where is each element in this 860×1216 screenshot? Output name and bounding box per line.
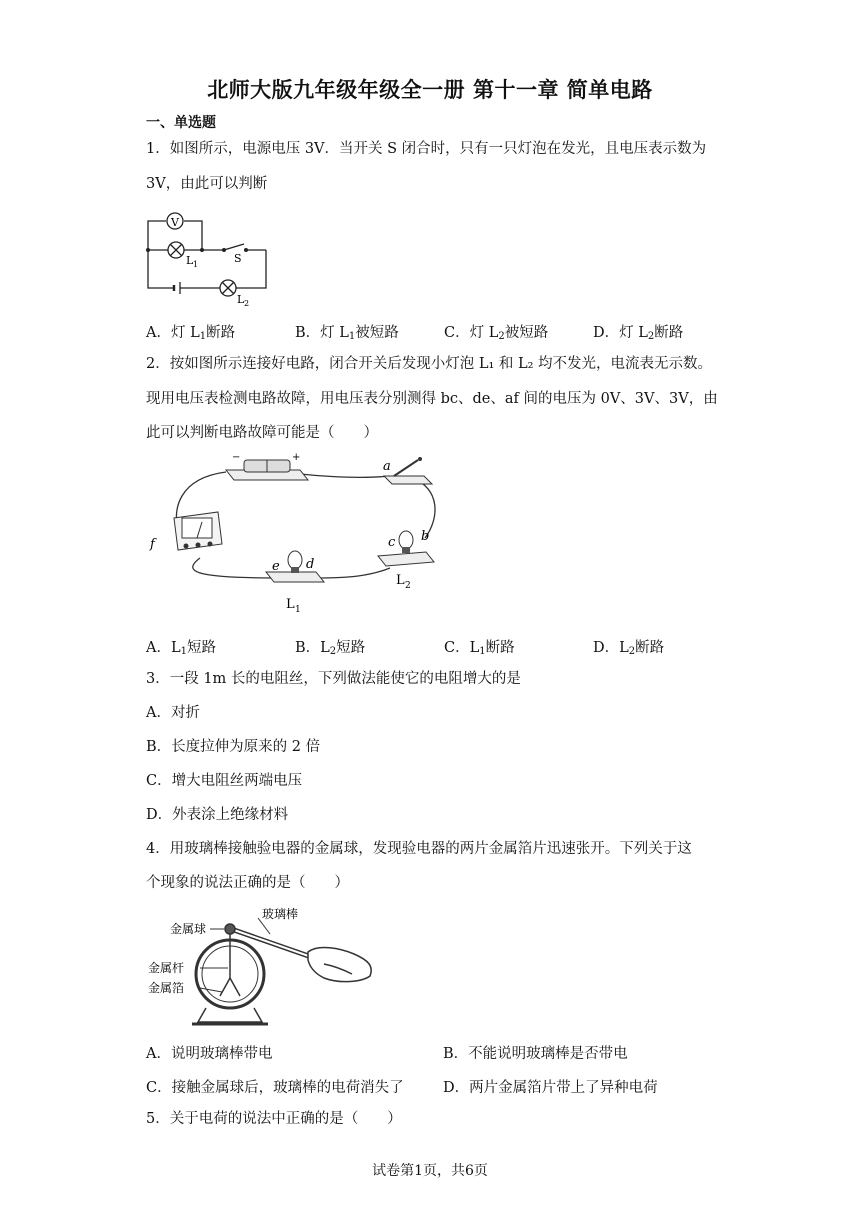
q3-option-c: C．增大电阻丝两端电压 <box>146 773 303 789</box>
q2-fig-l1: L <box>286 597 295 612</box>
q1-circuit-diagram <box>140 208 280 308</box>
q4-text-line2: 个现象的说法正确的是（ ） <box>146 875 349 891</box>
q4-fig-stem: 金属杆 <box>148 961 185 975</box>
q2-fig-b: b <box>421 529 430 544</box>
switch <box>384 457 432 484</box>
q4-electroscope-figure <box>140 904 380 1032</box>
q1-fig-l1-sub: 1 <box>193 260 199 269</box>
q1-option-b: B．灯 $L_1$被短路 <box>295 325 399 342</box>
q3-option-a: A．对折 <box>146 705 200 721</box>
q1-fig-l2: L <box>237 293 245 306</box>
q2-fig-minus: − <box>232 452 241 463</box>
q1-text-line1: 1．如图所示，电源电压 3V．当开关 S 闭合时，只有一只灯泡在发光，且电压表示数为 <box>146 141 707 157</box>
q2-fig-l2-sub: 2 <box>405 581 411 591</box>
q2-fig-a: a <box>383 459 391 474</box>
q3-option-b: B．长度拉伸为原来的 2 倍 <box>146 739 321 755</box>
q2-option-c: C．$L_1$断路 <box>444 640 515 657</box>
q2-text-line1: 2．按如图所示连接好电路，闭合开关后发现小灯泡 L₁ 和 L₂ 均不发光，电流表无示数。 <box>146 356 713 372</box>
q1-option-a: A．灯 $L_1$断路 <box>146 325 236 342</box>
page-title: 北师大版九年级年级全一册 第十一章 简单电路 <box>207 78 653 102</box>
q2-fig-l2: L <box>396 573 405 588</box>
q1-fig-v: V <box>171 216 179 229</box>
q2-fig-f: f <box>150 537 155 552</box>
q4-option-d: D．两片金属箔片带上了异种电荷 <box>443 1080 658 1096</box>
q2-option-a: A．$L_1$短路 <box>146 640 216 657</box>
page-footer: 试卷第1页，共6页 <box>372 1163 488 1179</box>
q1-fig-l1: L <box>186 254 194 267</box>
q4-option-c: C．接触金属球后，玻璃棒的电荷消失了 <box>146 1080 404 1096</box>
q2-fig-c: c <box>388 535 396 550</box>
q5-text-line1: 5．关于电荷的说法中正确的是（ ） <box>146 1111 402 1127</box>
q4-fig-ball: 金属球 <box>170 922 207 936</box>
q2-option-b: B．$L_2$短路 <box>295 640 366 657</box>
q1-text-line2: 3V，由此可以判断 <box>146 176 268 192</box>
q2-text-line2: 现用电压表检测电路故障，用电压表分别测得 bc、de、af 间的电压为 0V、3V、3V，由 <box>146 391 718 407</box>
q2-fig-plus: + <box>292 452 301 463</box>
q4-option-b: B．不能说明玻璃棒是否带电 <box>443 1046 628 1062</box>
q4-fig-foil: 金属箔 <box>148 981 185 995</box>
q2-fig-e: e <box>272 559 280 574</box>
ammeter <box>174 512 222 550</box>
q3-option-d: D．外表涂上绝缘材料 <box>146 807 289 823</box>
q1-fig-l2-sub: 2 <box>244 299 250 308</box>
q1-option-c: C．灯 $L_2$被短路 <box>444 325 549 342</box>
q2-fig-l1-sub: 1 <box>295 605 301 615</box>
battery <box>226 452 308 480</box>
q2-text-line3: 此可以判断电路故障可能是（ ） <box>146 425 378 441</box>
q1-fig-s: S <box>234 252 242 265</box>
q3-text-line1: 3．一段 1m 长的电阻丝，下列做法能使它的电阻增大的是 <box>146 671 521 687</box>
q1-option-d: D．灯 $L_2$断路 <box>593 325 684 342</box>
q4-option-a: A．说明玻璃棒带电 <box>146 1046 273 1062</box>
q4-text-line1: 4．用玻璃棒接触验电器的金属球，发现验电器的两片金属箔片迅速张开。下列关于这 <box>146 841 692 857</box>
q4-fig-rod: 玻璃棒 <box>262 907 299 921</box>
q2-option-d: D．$L_2$断路 <box>593 640 665 657</box>
section-heading: 一、单选题 <box>146 115 216 131</box>
q2-fig-d: d <box>306 557 315 572</box>
q2-circuit-photo <box>140 448 450 623</box>
